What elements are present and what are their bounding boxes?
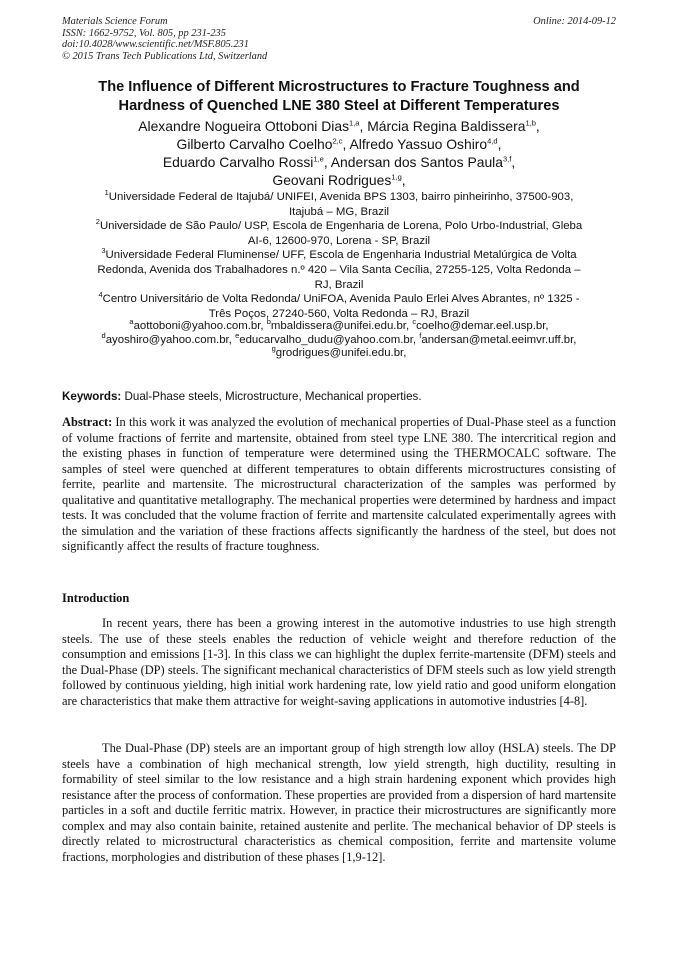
- affiliation-text: Universidade de São Paulo/ USP, Escola de Engenharia de Lorena, Polo Urbo-Industrial, Gleba: [99, 220, 583, 233]
- email-list: [62, 317, 616, 361]
- affiliation-text: Centro Universitário de Volta Redonda/ UniFOA, Avenida Paulo Erlei Alves Abrantes, nº 1325 -: [102, 293, 580, 306]
- author-name: Andersan dos Santos Paula: [330, 154, 503, 170]
- author-name: Eduardo Carvalho Rossi: [162, 154, 314, 170]
- affiliation-text: Universidade Federal de Itajubá/ UNIFEI, Avenida BPS 1303, bairro pinheirinho, 37500-903,: [108, 191, 574, 203]
- affiliation-line: RJ, Brazil: [314, 278, 364, 291]
- email-address[interactable]: coelho@demar.eel.usp.br: [416, 320, 546, 332]
- affiliation-number: 2: [95, 217, 100, 227]
- author-name: Alexandre Nogueira Ottoboni Dias: [138, 118, 350, 134]
- author-separator: ,: [497, 136, 502, 152]
- email-address[interactable]: aottoboni@yahoo.com.br: [133, 320, 261, 332]
- author-separator: ,: [511, 154, 516, 170]
- keywords-text: Dual-Phase steels, Microstructure, Mechanical properties.: [121, 390, 422, 403]
- journal-name: Materials Science Forum: [62, 16, 168, 27]
- keywords: [62, 390, 616, 404]
- affiliation-number: 4: [98, 290, 103, 300]
- affiliation-line: Redonda, Avenida dos Trabalhadores n.º 420 – Vila Santa Cecília, 27255-125, Volta Redonda –: [97, 263, 581, 276]
- email-line: $^d$ayoshiro@yahoo.com.br, $^e$educarvalho_dudu@yahoo.com.br, $^f$andersan@metal.eeimvr.uff.br,: [101, 330, 577, 346]
- author-name: Gilberto Carvalho Coelho: [176, 136, 333, 152]
- journal-copyright: © 2015 Trans Tech Publications Ltd, Switzerland: [62, 50, 268, 62]
- affiliation: [62, 248, 616, 292]
- email-line: $^g$grodrigues@unifei.edu.br,: [271, 344, 407, 360]
- affiliation-line: AI-6, 12600-970, Lorena - SP, Brazil: [247, 234, 431, 247]
- title-line-2: Hardness of Quenched LNE 380 Steel at Different Temperatures: [118, 98, 560, 114]
- abstract-text: In this work it was analyzed the evolution of mechanical properties of Dual-Phase steel as a function of volume fractions of ferrite and martensite, obtained from steel type LNE 380. The intercritical region and the existing phases in function of temperature were determined using the THERMOCALC software. The samples of steel were quenched at different temperatures to obtain differents microstructures consisting of ferrite, pearlite and martensite. The microstructural characterization of the samples was performed by qualitative and quantitative metallography. The mechanical properties were determined by hardness and impact tests. It was concluded that the volume fraction of ferrite and martensite calculated experimentally agrees with the simulation and the variation of these fractions affects significantly the hardness of the steel, but does not significantly affect the results of fracture toughness.: [62, 415, 616, 553]
- author-separator: ,: [342, 136, 350, 152]
- affiliation-line: [62, 248, 616, 263]
- author-sup: 3,f: [502, 154, 512, 164]
- journal-issn: ISSN: 1662-9752, Vol. 805, pp 231-235: [62, 27, 226, 39]
- email-address[interactable]: grodrigues@unifei.edu.br: [275, 347, 404, 360]
- affiliation-line: Itajubá – MG, Brazil: [288, 205, 390, 218]
- email-key: a: [129, 317, 134, 327]
- affiliation-number: 3: [101, 246, 106, 256]
- journal-header: [62, 16, 616, 62]
- affiliation-text: Universidade Federal Fluminense/ UFF, Escola de Engenharia Industrial Metalúrgica de Volta: [105, 249, 577, 262]
- author-sup: 1,b: [525, 118, 536, 128]
- author-sup: 4,d: [487, 136, 498, 146]
- introduction-paragraph-2: The Dual-Phase (DP) steels are an important group of high strength low alloy (HSLA) steels. The DP steels have a combination of high mechanical strength, low yield strength, high ductility, resulting in formability of steel similar to the low resistance and a high strain hardening exponent which provides high resistance after the process of conformation. These properties are provided from a dispersion of hard martensite particles in a soft and ductile ferritic matrix. However, in practice their microstructures are significantly more complex and may also contain bainite, retained austenite and perlite. The mechanical behavior of DP steels is directly related to microstructural characteristics as chemical composition, ferrite and martensite volume fractions, morphologies and distribution of these phases [1,9-12].: [62, 741, 616, 864]
- author-separator: ,: [401, 172, 406, 188]
- author-sup: 1,a: [349, 118, 360, 128]
- keywords-label: Keywords:: [62, 390, 122, 403]
- email-key: g: [271, 344, 276, 354]
- email-address[interactable]: educarvalho_dudu@yahoo.com.br: [239, 333, 413, 346]
- author-sup: 1,g: [391, 172, 402, 182]
- author-line: [40, 135, 638, 153]
- email-address[interactable]: andersan@metal.eeimvr.uff.br: [421, 333, 574, 346]
- affiliation-line: Três Poços, 27240-560, Volta Redonda – RJ, Brazil: [208, 307, 470, 320]
- affiliation-line: [62, 190, 616, 205]
- email-key: b: [266, 317, 271, 327]
- author-name: Alfredo Yassuo Oshiro: [349, 136, 488, 152]
- online-date: Online: 2014-09-12: [533, 16, 616, 27]
- email-line: $^a$aottoboni@yahoo.com.br, $^b$mbaldissera@unifei.edu.br, $^c$coelho@demar.eel.usp.br,: [129, 317, 549, 332]
- author-separator: ,: [535, 118, 540, 134]
- author-separator: ,: [323, 154, 331, 170]
- affiliation: [62, 292, 616, 321]
- introduction-paragraph-1: In recent years, there has been a growing interest in the automotive industries to use high strength steels. The use of these steels enables the reduction of vehicle weight and therefore reduction of the consumption and emissions [1-3]. In this class we can highlight the duplex ferrite-martensite (DFM) steels and the Dual-Phase (DP) steels. The significant mechanical characteristics of DFM steels such as low yield strength followed by continuous yielding, high initial work hardening rate, low yield ratio and good uniform elongation are characteristics that make them attractive for weight-saving applications in automotive industries [4-8].: [62, 616, 616, 708]
- journal-doi: doi:10.4028/www.scientific.net/MSF.805.231: [62, 39, 249, 51]
- affiliation-line: [62, 292, 616, 307]
- affiliation: [62, 190, 616, 219]
- author-sup: 1,e: [313, 154, 324, 164]
- author-sup: 2,c: [332, 136, 343, 146]
- author-name: Márcia Regina Baldissera: [367, 118, 526, 134]
- affiliation-list: [62, 190, 616, 321]
- author-separator: ,: [359, 118, 368, 134]
- email-key: e: [235, 330, 240, 340]
- author-line: [40, 117, 638, 135]
- section-heading-introduction: Introduction: [62, 591, 130, 605]
- email-key: c: [412, 317, 417, 327]
- email-address[interactable]: ayoshiro@yahoo.com.br: [105, 333, 229, 346]
- author-line: [40, 153, 638, 171]
- author-name: Geovani Rodrigues: [272, 172, 392, 188]
- abstract-label: Abstract:: [62, 415, 113, 429]
- affiliation-line: [62, 219, 616, 234]
- title-line-1: The Influence of Different Microstructures to Fracture Toughness and: [98, 79, 580, 95]
- email-key: f: [419, 330, 422, 340]
- email-address[interactable]: mbaldissera@unifei.edu.br: [270, 320, 406, 332]
- affiliation-number: 1: [104, 188, 109, 198]
- abstract: [62, 415, 616, 555]
- affiliation: [62, 219, 616, 248]
- author-line: [40, 171, 638, 189]
- email-key: d: [101, 330, 106, 340]
- author-list: [40, 117, 638, 189]
- paper-title: [40, 78, 638, 116]
